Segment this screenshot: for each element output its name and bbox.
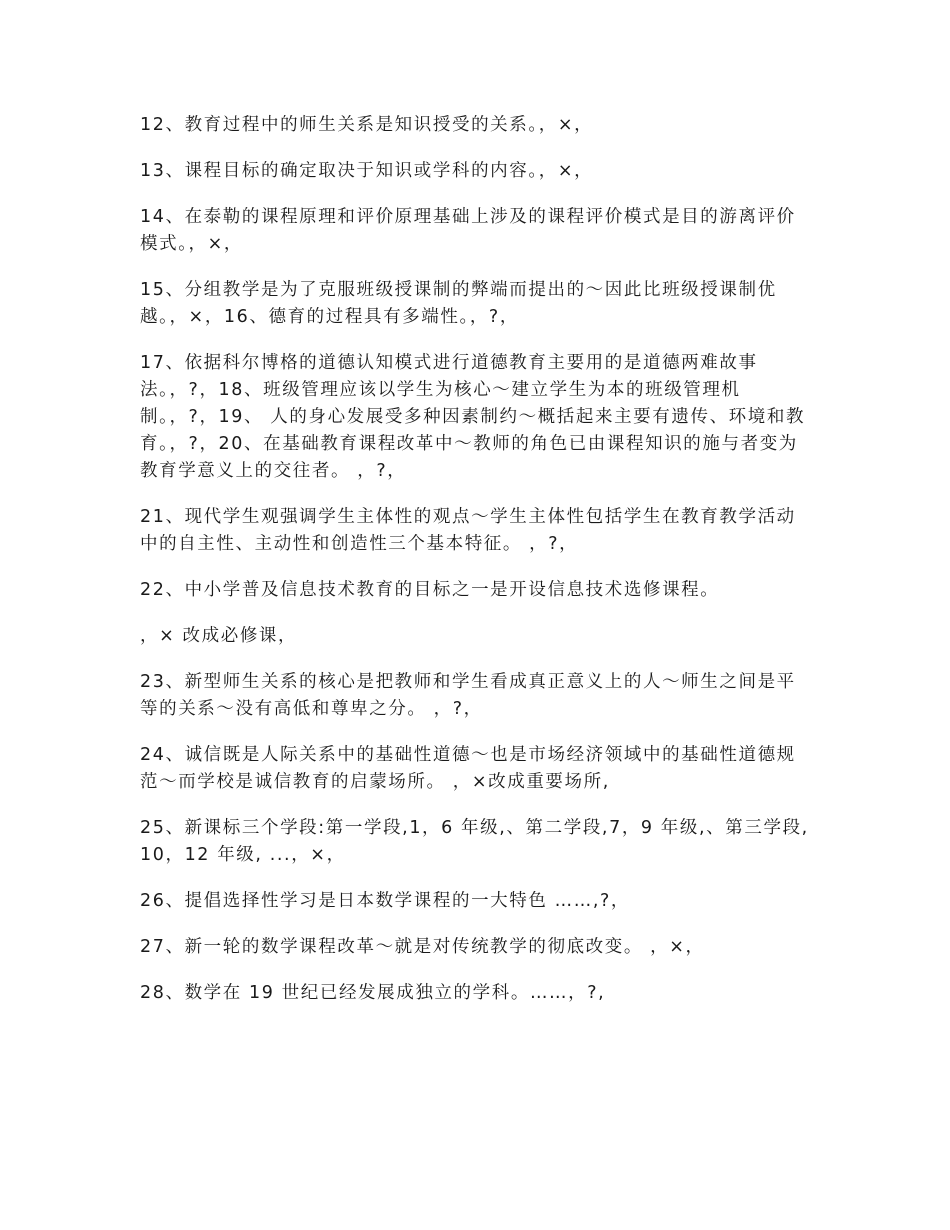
- question-26: 26、提倡选择性学习是日本数学课程的一大特色 ……,?，: [140, 891, 630, 911]
- question-27: 27、新一轮的数学课程改革～就是对传统教学的彻底改变。 ，×，: [140, 937, 705, 957]
- question-28: 28、数学在 19 世纪已经发展成独立的学科。……，?,: [140, 983, 606, 1003]
- question-14: 14、在泰勒的课程原理和评价原理基础上涉及的课程评价模式是目的游离评价模式。，×，: [140, 207, 796, 254]
- question-22-answer: ，× 改成必修课，: [140, 626, 298, 646]
- question-22: 22、中小学普及信息技术教育的目标之一是开设信息技术选修课程。: [140, 580, 720, 600]
- document-page: [140, 112, 810, 1026]
- question-15-16: 15、分组教学是为了克服班级授课制的弊端而提出的～因此比班级授课制优越。，×，16、德育的过程具有多端性。，?，: [140, 280, 777, 327]
- question-13: 13、课程目标的确定取决于知识或学科的内容。，×，: [140, 161, 594, 181]
- question-12: 12、教育过程中的师生关系是知识授受的关系。，×，: [140, 115, 594, 135]
- question-24: 24、诚信既是人际关系中的基础性道德～也是市场经济领域中的基础性道德规范～而学校是诚信教育的启蒙场所。 ，×改成重要场所,: [140, 745, 796, 792]
- question-21: 21、现代学生观强调学生主体性的观点～学生主体性包括学生在教育教学活动中的自主性、主动性和创造性三个基本特征。 ，?，: [140, 507, 796, 554]
- question-25: 25、新课标三个学段:第一学段,1，6 年级,、第二学段,7，9 年级,、第三学段,10，12 年级, ...，×，: [140, 818, 809, 865]
- question-23: 23、新型师生关系的核心是把教师和学生看成真正意义上的人～师生之间是平等的关系～没有高低和尊卑之分。 ，?，: [140, 672, 796, 719]
- question-17-20: 17、依据科尔博格的道德认知模式进行道德教育主要用的是道德两难故事法。，?，18、班级管理应该以学生为核心～建立学生为本的班级管理机制。，?，19、 人的身心发展受多种因素制约～概括起来主要有遗传、环境和教育。，?，20、在基础教育课程改革中～教师的角色已由课程知识的施与者变为教育学意义上的交往者。 ，?，: [140, 353, 806, 481]
